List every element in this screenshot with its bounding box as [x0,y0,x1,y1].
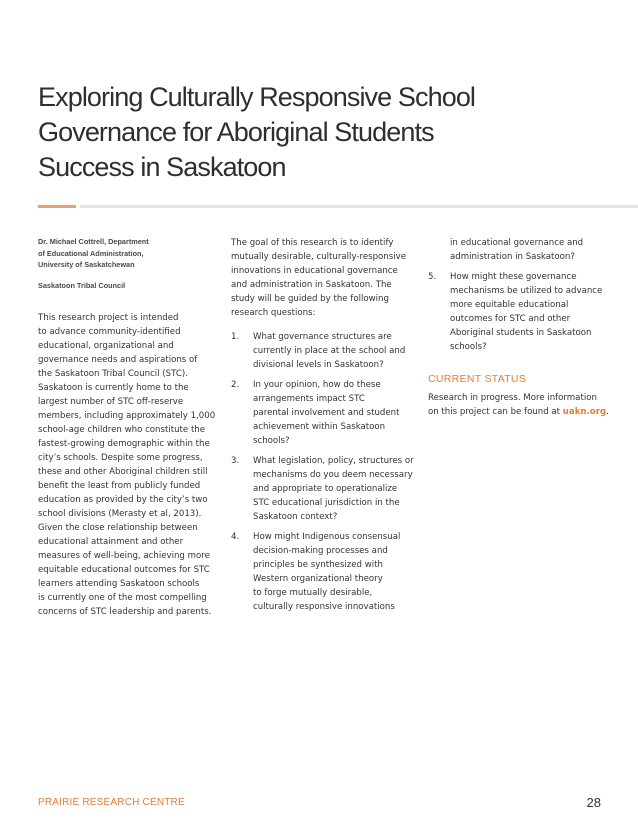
text-line: Saskatoon context? [253,512,338,522]
author-block [38,236,216,271]
text-line: concerns of STC leadership and parents. [38,606,212,617]
text-line: city’s schools. Despite some progress, [38,452,203,463]
text-line: education as provided by the city’s two [38,494,208,505]
status-line: Research in progress. More information [428,393,597,403]
text-line: innovations in educational governance [231,266,398,276]
gray-divider [80,205,638,208]
text-line: What legislation, policy, structures or [253,456,414,466]
text-line: fastest-growing demographic within the [38,438,210,449]
text-line: Western organizational theory [253,574,383,584]
question-number: 1. [231,332,240,342]
text-line: schools? [253,436,290,446]
text-line: educational attainment and other [38,536,184,547]
text-line: achievement within Saskatoon [253,422,386,432]
author-line: of Educational Administration, [38,248,144,258]
column-3 [428,236,608,419]
text-line: learners attending Saskatoon schools [38,578,200,589]
text-line: to forge mutually desirable, [253,588,373,598]
text-line: decision-making processes and [253,546,388,556]
text-line: the Saskatoon Tribal Council (STC). [38,368,188,379]
page-number: 28 [586,795,601,810]
text-line: benefit the least from publicly funded [38,480,201,491]
text-line: these and other Aboriginal children still [38,466,208,477]
text-line: currently in place at the school and [253,346,406,356]
question-item [231,330,406,372]
text-line: outcomes for STC and other [450,314,571,324]
text-line: governance needs and aspirations of [38,354,198,365]
text-line: research questions: [231,308,316,318]
current-status-text [428,391,608,419]
question-number: 3. [231,456,240,466]
text-line: educational, organizational and [38,340,174,351]
status-line-suffix: . [606,407,609,417]
text-line: mechanisms do you deem necessary [253,470,413,480]
goal-paragraph [231,236,406,320]
title-line: Success in Saskatoon [38,152,286,182]
text-line: parental involvement and student [253,408,400,418]
intro-paragraph [38,311,216,619]
accent-divider [38,205,76,208]
text-line: equitable educational outcomes for STC [38,564,210,575]
text-line: arrangements impact STC [253,394,365,404]
column-2 [231,236,414,620]
organization: Saskatoon Tribal Council [38,280,126,290]
current-status-heading: CURRENT STATUS [428,373,527,385]
text-line: mutually desirable, culturally-responsive [231,252,406,262]
text-line: principles be synthesized with [253,560,383,570]
question-item [428,270,608,354]
question-number: 2. [231,380,240,390]
question-item [231,378,401,448]
text-line: Saskatoon is currently home to the [38,382,189,393]
question-number: 5. [428,272,437,282]
text-line: This research project is intended [38,312,179,323]
text-line: mechanisms be utilized to advance [450,286,603,296]
text-line: What governance structures are [253,332,392,342]
author-line: University of Saskatchewan [38,260,135,269]
text-line: divisional levels in Saskatoon? [253,360,384,370]
text-line: How might these governance [450,272,577,282]
question-4-continuation [428,236,608,264]
text-line: Given the close relationship between [38,522,198,533]
text-line: Aboriginal students in Saskatoon [450,328,592,338]
page-title [38,80,598,185]
question-item [231,530,401,614]
text-line: STC educational jurisdiction in the [253,498,400,508]
text-line: school-age children who constitute the [38,424,206,435]
text-line: members, including approximately 1,000 [38,410,216,421]
text-line: administration in Saskatoon? [450,252,575,262]
text-line: and administration in Saskatoon. The [231,280,392,290]
uakn-link[interactable]: uakn.org [562,407,607,417]
text-line: The goal of this research is to identify [231,238,394,248]
text-line: is currently one of the most compelling [38,592,207,603]
author-line: Dr. Michael Cottrell, Department [38,237,149,246]
text-line: schools? [450,342,487,352]
text-line: In your opinion, how do these [253,380,381,390]
text-line: more equitable educational [450,300,569,310]
column-1 [38,236,216,619]
question-number: 4. [231,532,240,542]
text-line: in educational governance and [450,238,584,248]
question-item [231,454,414,524]
text-line: largest number of STC off-reserve [38,396,184,407]
footer-publisher: PRAIRIE RESEARCH CENTRE [38,797,185,808]
title-line: Governance for Aboriginal Students [38,117,434,147]
text-line: study will be guided by the following [231,294,389,304]
text-line: and appropriate to operationalize [253,484,398,494]
text-line: to advance community-identified [38,326,181,337]
status-line [428,405,608,419]
status-line-prefix: on this project can be found at [428,407,563,417]
text-line: culturally responsive innovations [253,602,395,612]
research-questions [231,330,414,614]
text-line: school divisions (Merasty et al, 2013). [38,508,202,519]
text-line: measures of well-being, achieving more [38,550,210,561]
title-line: Exploring Culturally Responsive School [38,82,476,112]
text-line: How might Indigenous consensual [253,532,401,542]
